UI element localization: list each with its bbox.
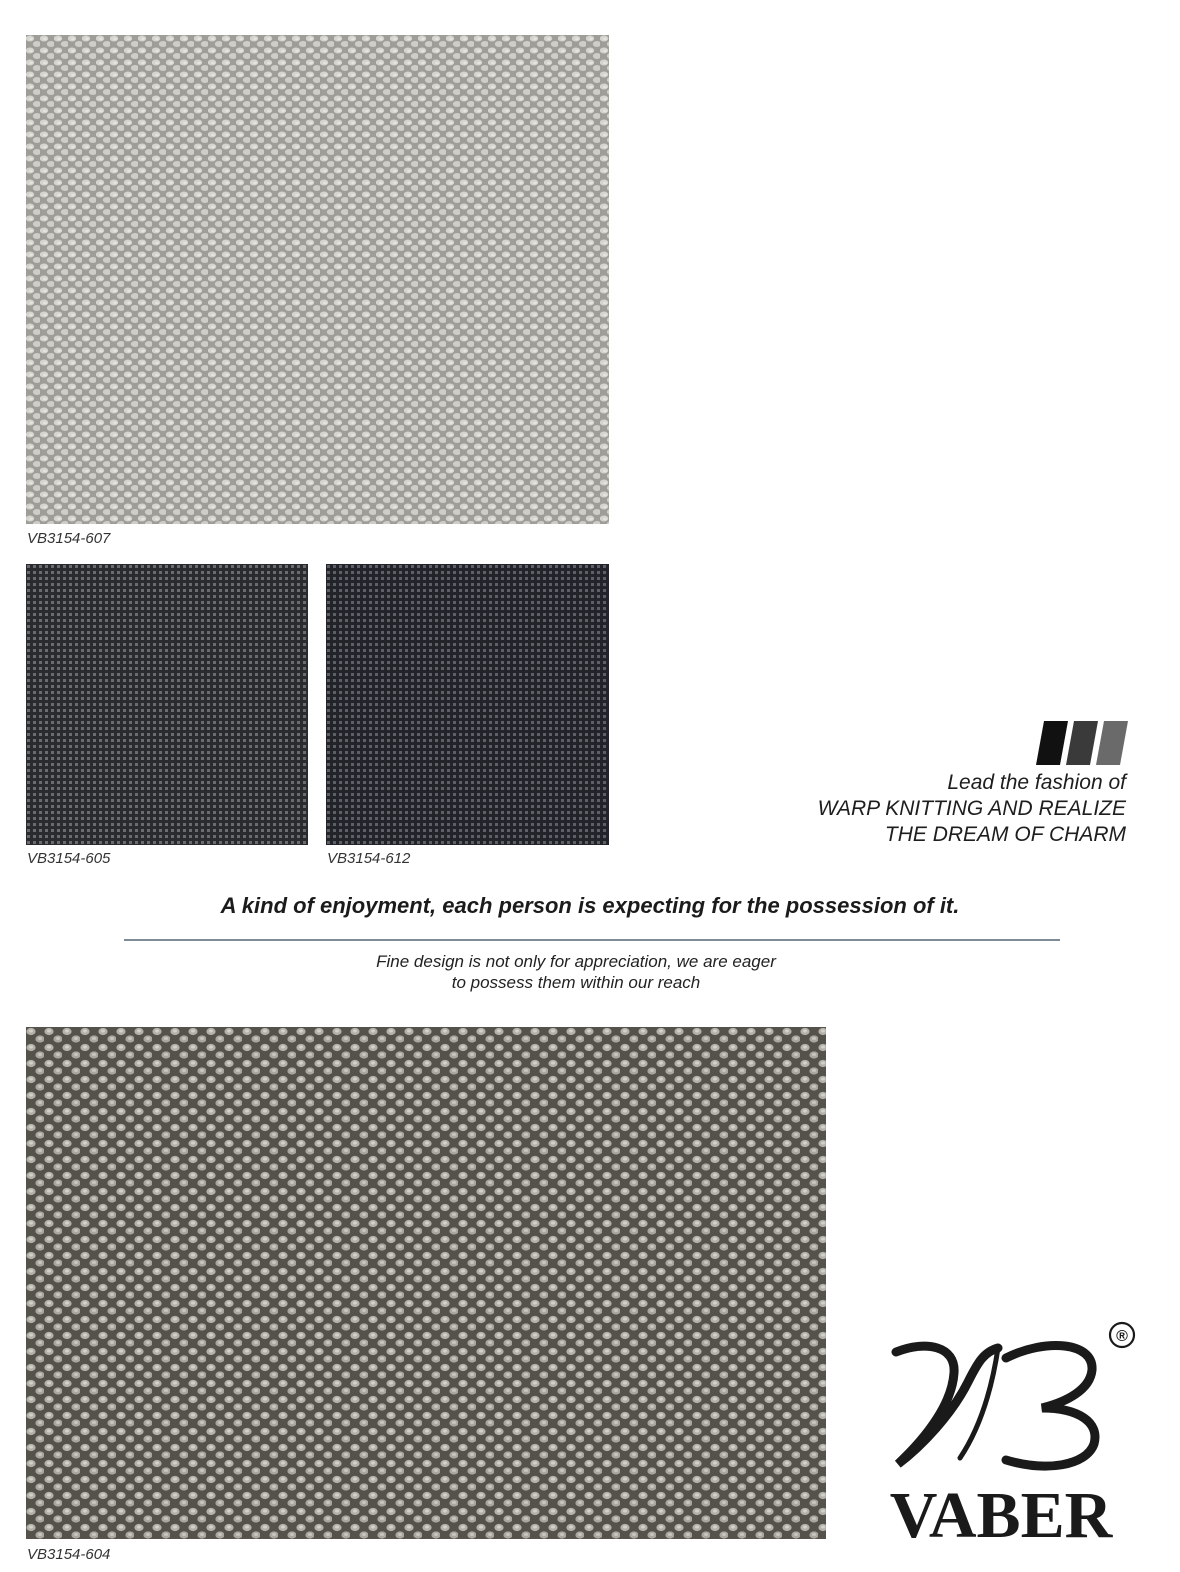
fabric-texture-light bbox=[26, 35, 609, 524]
swatch-code-604: VB3154-604 bbox=[27, 1546, 111, 1563]
swatch-code-605: VB3154-605 bbox=[27, 850, 111, 867]
subline-line-1: Fine design is not only for appreciation, we are eager bbox=[376, 952, 776, 971]
subline bbox=[0, 951, 1152, 993]
registered-mark: ® bbox=[1116, 1328, 1128, 1345]
vaber-logo bbox=[856, 1318, 1146, 1548]
tagline-line-1: Lead the fashion of bbox=[947, 771, 1126, 794]
swatch-code-612: VB3154-612 bbox=[327, 850, 411, 867]
fabric-swatch-612 bbox=[326, 564, 609, 845]
fabric-texture-taupe bbox=[26, 1027, 826, 1539]
swatch-code-607: VB3154-607 bbox=[27, 530, 111, 547]
brand-stripes-icon bbox=[1036, 721, 1128, 765]
brand-wordmark: VABER bbox=[889, 1479, 1113, 1548]
fabric-texture-navy bbox=[326, 564, 609, 845]
subline-line-2: to possess them within our reach bbox=[451, 973, 701, 992]
fabric-swatch-604 bbox=[26, 1027, 826, 1539]
fabric-swatch-607 bbox=[26, 35, 609, 524]
fabric-swatch-605 bbox=[26, 564, 308, 845]
tagline-line-3: THE DREAM OF CHARM bbox=[884, 823, 1126, 846]
fabric-texture-dark bbox=[26, 564, 308, 845]
tagline bbox=[818, 770, 1126, 848]
tagline-line-2: WARP KNITTING AND REALIZE bbox=[817, 797, 1126, 820]
headline: A kind of enjoyment, each person is expecting for the possession of it. bbox=[220, 893, 960, 918]
divider bbox=[124, 939, 1060, 941]
